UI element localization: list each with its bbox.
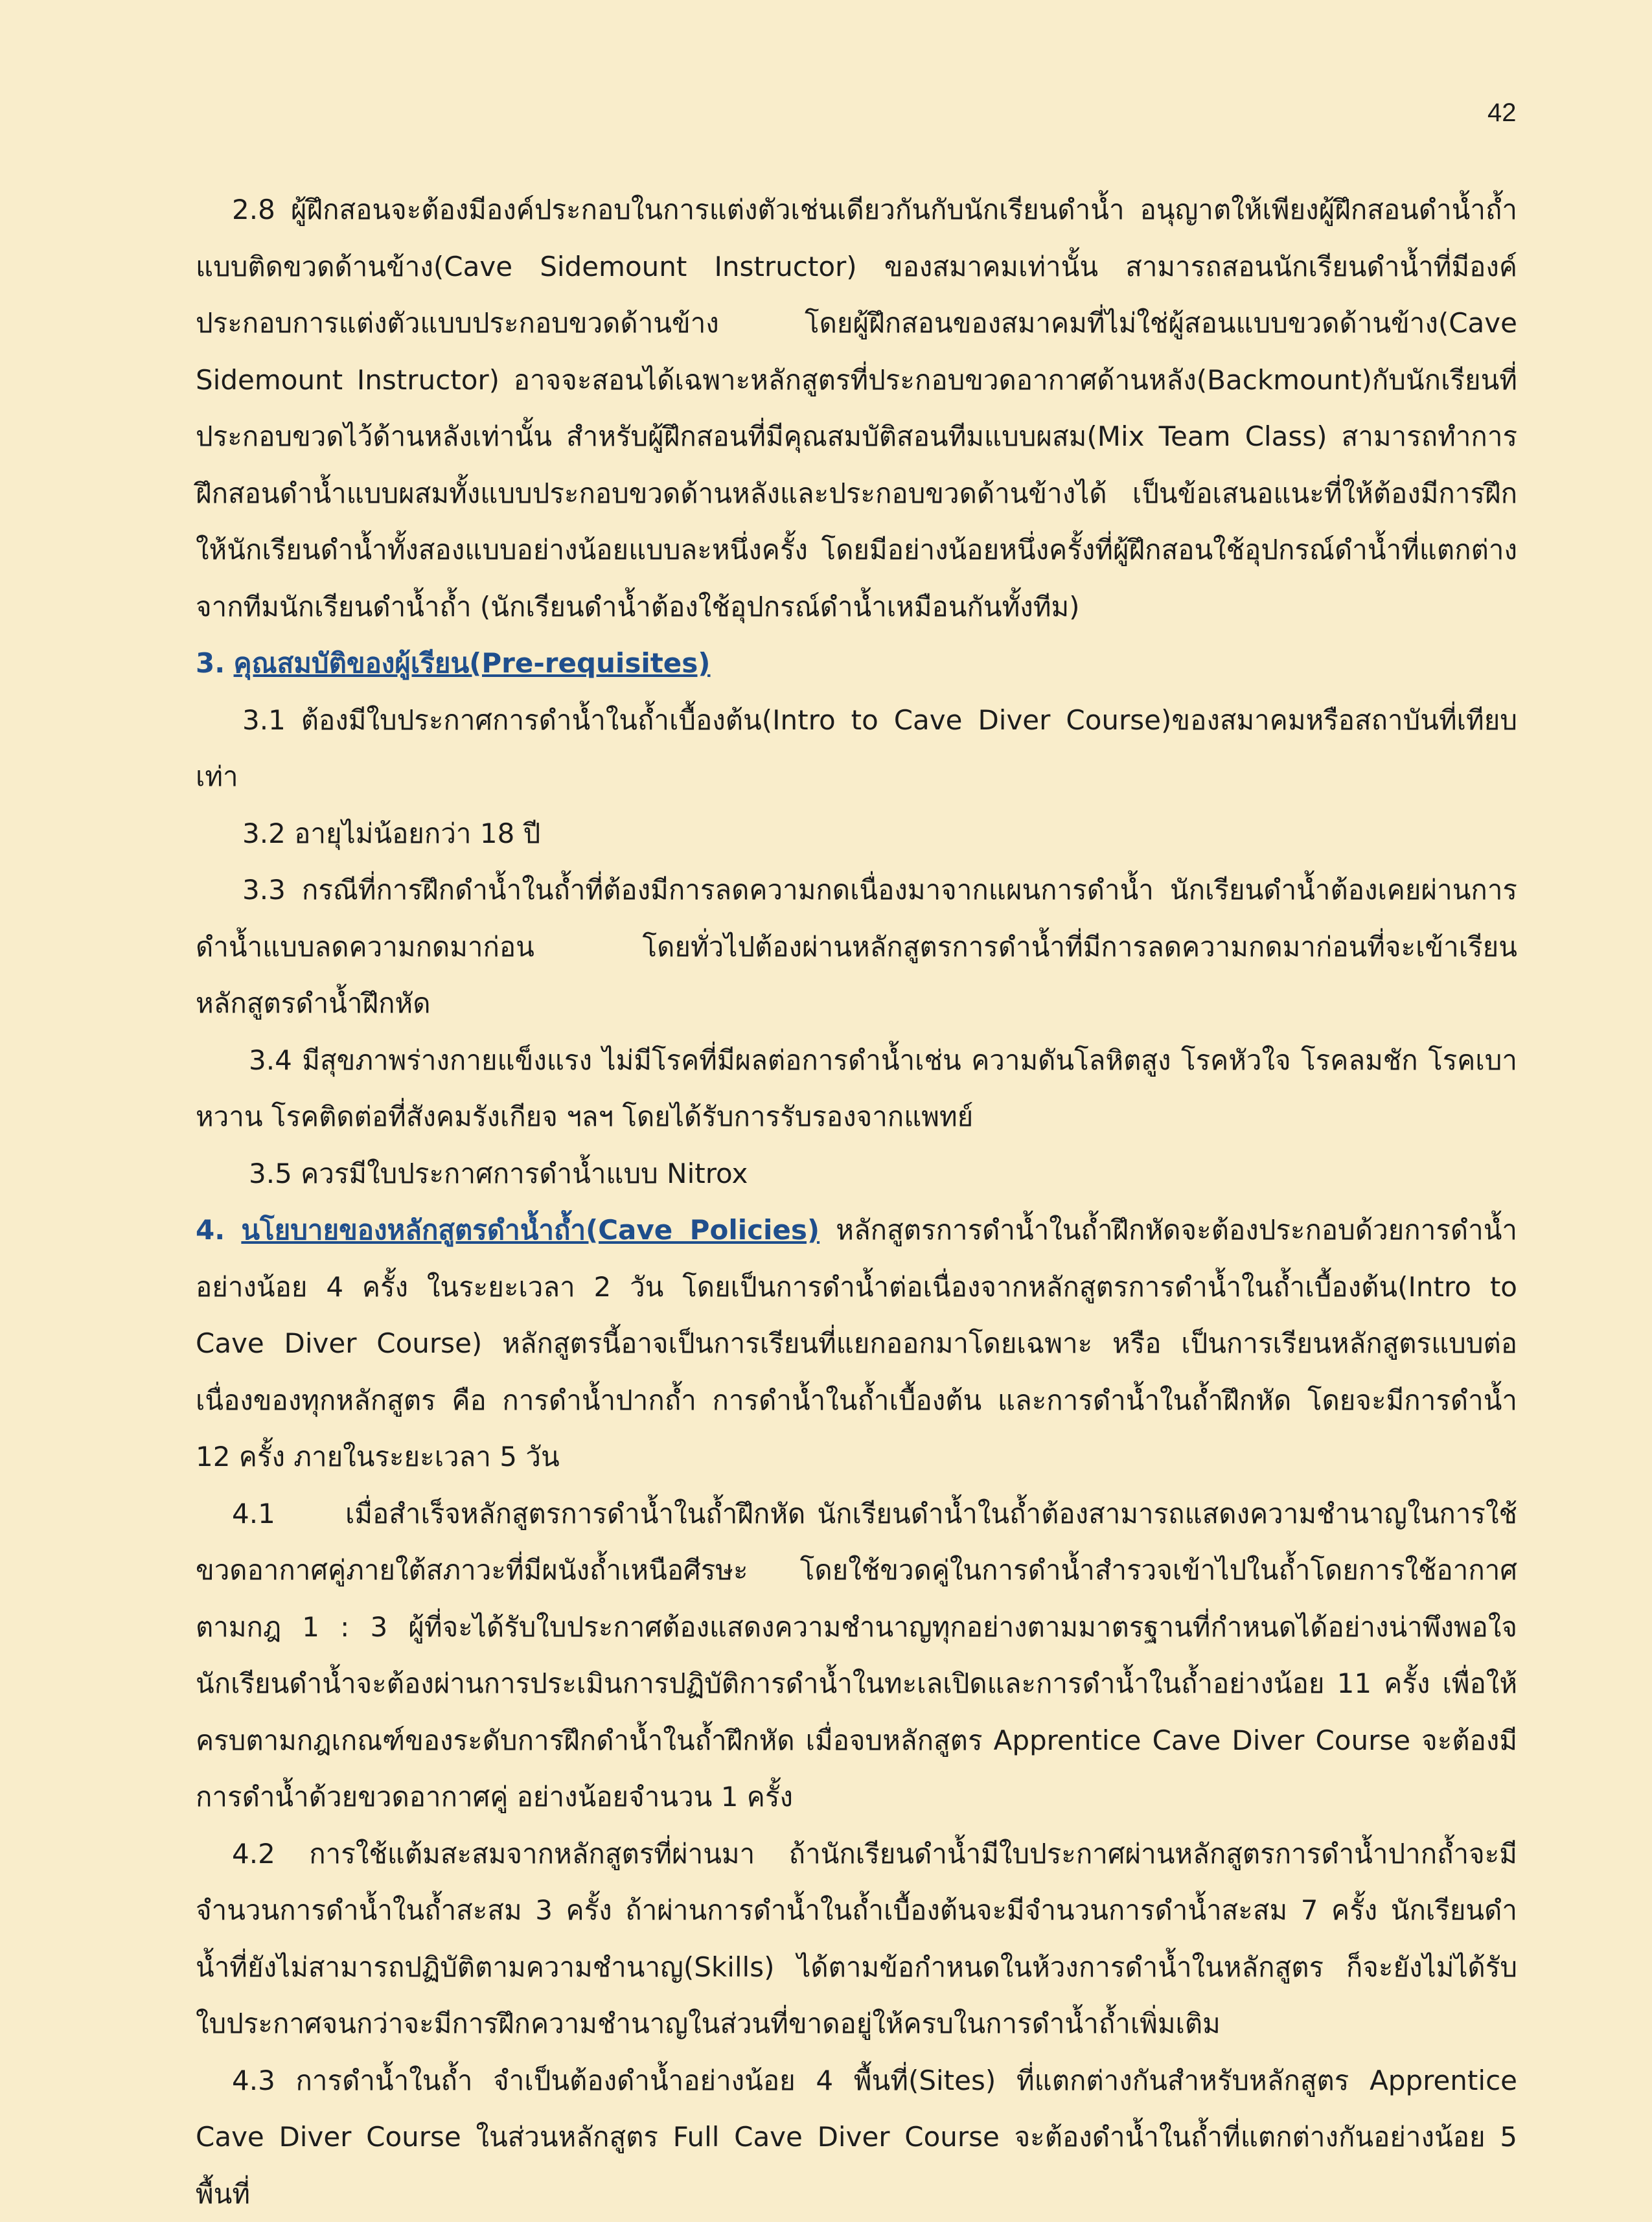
- section-4-title: นโยบายของหลักสูตรดำน้ำถ้ำ(Cave Policies): [241, 1214, 820, 1246]
- page-number: 42: [1487, 98, 1517, 128]
- section-4-paragraph: [196, 1202, 1517, 1485]
- paragraph-2-8: 2.8 ผู้ฝึกสอนจะต้องมีองค์ประกอบในการแต่งตัวเช่นเดียวกันกับนักเรียนดำน้ำ อนุญาตให้เพียงผู้ฝึกสอนดำน้ำถ้ำแบบติดขวดด้านข้าง(Cave Sidemount Instructor) ของสมาคมเท่านั้น สามารถสอนนักเรียนดำน้ำที่มีองค์ประกอบการแต่งตัวแบบประกอบขวดด้านข้าง โดยผู้ฝึกสอนของสมาคมที่ไม่ใช่ผู้สอนแบบขวดด้านข้าง(Cave Sidemount Instructor) อาจจะสอนได้เฉพาะหลักสูตรที่ประกอบขวดอากาศด้านหลัง(Backmount)กับนักเรียนที่ประกอบขวดไว้ด้านหลังเท่านั้น สำหรับผู้ฝึกสอนที่มีคุณสมบัติสอนทีมแบบผสม(Mix Team Class) สามารถทำการฝึกสอนดำน้ำแบบผสมทั้งแบบประกอบขวดด้านหลังและประกอบขวดด้านข้างได้ เป็นข้อเสนอแนะที่ให้ต้องมีการฝึกให้นักเรียนดำน้ำทั้งสองแบบอย่างน้อยแบบละหนึ่งครั้ง โดยมีอย่างน้อยหนึ่งครั้งที่ผู้ฝึกสอนใช้อุปกรณ์ดำน้ำที่แตกต่างจากทีมนักเรียนดำน้ำถ้ำ (นักเรียนดำน้ำต้องใช้อุปกรณ์ดำน้ำเหมือนกันทั้งทีม): [196, 181, 1517, 635]
- section-3-title: คุณสมบัติของผู้เรียน(Pre-requisites): [234, 647, 711, 679]
- section-3-number: 3.: [196, 647, 225, 679]
- section-3-heading: [196, 635, 1517, 692]
- paragraph-4-2: 4.2 การใช้แต้มสะสมจากหลักสูตรที่ผ่านมา ถ้านักเรียนดำน้ำมีใบประกาศผ่านหลักสูตรการดำน้ำปากถ้ำจะมีจำนวนการดำน้ำในถ้ำสะสม 3 ครั้ง ถ้าผ่านการดำน้ำในถ้ำเบื้องต้นจะมีจำนวนการดำน้ำสะสม 7 ครั้ง นักเรียนดำน้ำที่ยังไม่สามารถปฏิบัติตามความชำนาญ(Skills) ได้ตามข้อกำหนดในห้วงการดำน้ำในหลักสูตร ก็จะยังไม่ได้รับใบประกาศจนกว่าจะมีการฝึกความชำนาญในส่วนที่ขาดอยู่ให้ครบในการดำน้ำถ้ำเพิ่มเติม: [196, 1826, 1517, 2052]
- paragraph-3-2: 3.2 อายุไม่น้อยกว่า 18 ปี: [196, 805, 1517, 862]
- section-4-body: หลักสูตรการดำน้ำในถ้ำฝึกหัดจะต้องประกอบด้วยการดำน้ำอย่างน้อย 4 ครั้ง ในระยะเวลา 2 วัน โดยเป็นการดำน้ำต่อเนื่องจากหลักสูตรการดำน้ำในถ้ำเบื้องต้น(Intro to Cave Diver Course) หลักสูตรนี้อาจเป็นการเรียนที่แยกออกมาโดยเฉพาะ หรือ เป็นการเรียนหลักสูตรแบบต่อเนื่องของทุกหลักสูตร คือ การดำน้ำปากถ้ำ การดำน้ำในถ้ำเบื้องต้น และการดำน้ำในถ้ำฝึกหัด โดยจะมีการดำน้ำ 12 ครั้ง ภายในระยะเวลา 5 วัน: [196, 1214, 1517, 1472]
- paragraph-4-1: 4.1 เมื่อสำเร็จหลักสูตรการดำน้ำในถ้ำฝึกหัด นักเรียนดำน้ำในถ้ำต้องสามารถแสดงความชำนาญในการใช้ขวดอากาศคู่ภายใต้สภาวะที่มีผนังถ้ำเหนือศีรษะ โดยใช้ขวดคู่ในการดำน้ำสำรวจเข้าไปในถ้ำโดยการใช้อากาศตามกฎ 1 : 3 ผู้ที่จะได้รับใบประกาศต้องแสดงความชำนาญทุกอย่างตามมาตรฐานที่กำหนดได้อย่างน่าพึงพอใจ นักเรียนดำน้ำจะต้องผ่านการประเมินการปฏิบัติการดำน้ำในทะเลเปิดและการดำน้ำในถ้ำอย่างน้อย 11 ครั้ง เพื่อให้ครบตามกฎเกณฑ์ของระดับการฝึกดำน้ำในถ้ำฝึกหัด เมื่อจบหลักสูตร Apprentice Cave Diver Course จะต้องมีการดำน้ำด้วยขวดอากาศคู่ อย่างน้อยจำนวน 1 ครั้ง: [196, 1485, 1517, 1826]
- section-4-number: 4.: [196, 1214, 225, 1246]
- paragraph-3-4: 3.4 มีสุขภาพร่างกายแข็งแรง ไม่มีโรคที่มีผลต่อการดำน้ำเช่น ความดันโลหิตสูง โรคหัวใจ โรคลมชัก โรคเบาหวาน โรคติดต่อที่สังคมรังเกียจ ฯลฯ โดยได้รับการรับรองจากแพทย์: [196, 1032, 1517, 1145]
- page-content: [196, 181, 1517, 2222]
- paragraph-3-5: 3.5 ควรมีใบประกาศการดำน้ำแบบ Nitrox: [196, 1145, 1517, 1202]
- paragraph-3-3: 3.3 กรณีที่การฝึกดำน้ำในถ้ำที่ต้องมีการลดความกดเนื่องมาจากแผนการดำน้ำ นักเรียนดำน้ำต้องเคยผ่านการดำน้ำแบบลดความกดมาก่อน โดยทั่วไปต้องผ่านหลักสูตรการดำน้ำที่มีการลดความกดมาก่อนที่จะเข้าเรียนหลักสูตรดำน้ำฝึกหัด: [196, 862, 1517, 1032]
- paragraph-3-1: 3.1 ต้องมีใบประกาศการดำน้ำในถ้ำเบื้องต้น(Intro to Cave Diver Course)ของสมาคมหรือสถาบันที่เทียบเท่า: [196, 692, 1517, 805]
- paragraph-4-3: 4.3 การดำน้ำในถ้ำ จำเป็นต้องดำน้ำอย่างน้อย 4 พื้นที่(Sites) ที่แตกต่างกันสำหรับหลักสูตร Apprentice Cave Diver Course ในส่วนหลักสูตร Full Cave Diver Course จะต้องดำน้ำในถ้ำที่แตกต่างกันอย่างน้อย 5 พื้นที่: [196, 2052, 1517, 2222]
